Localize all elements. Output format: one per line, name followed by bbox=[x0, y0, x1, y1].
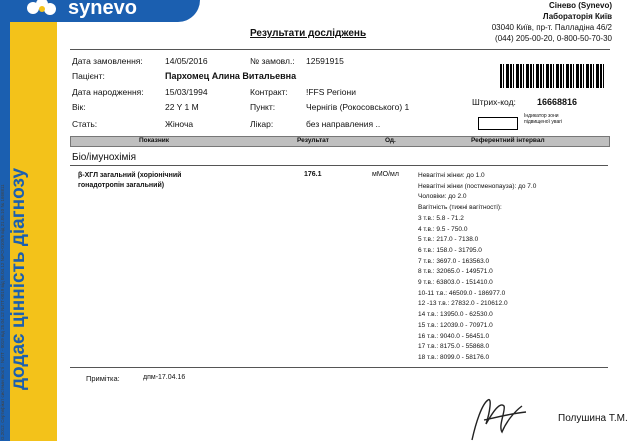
reference-line: 6 т.в.: 158.0 - 31795.0 bbox=[418, 246, 482, 254]
lab-phones: (044) 205-00-20, 0-800-50-70-30 bbox=[495, 34, 612, 43]
barcode-label: Штрих-код: bbox=[472, 97, 516, 107]
reference-line: 8 т.в.: 32065.0 - 149571.0 bbox=[418, 268, 493, 276]
reference-line: Вагітність (тижні вагітності): bbox=[418, 204, 502, 212]
results-table-header bbox=[70, 136, 610, 147]
order-date-label: Дата замовлення: bbox=[72, 56, 143, 66]
reference-line: 5 т.в.: 217.0 - 7138.0 bbox=[418, 236, 479, 244]
lab-name: Лабораторія Київ bbox=[542, 12, 612, 21]
reference-line: Невагітні жінки (постменопауза): до 7.0 bbox=[418, 182, 537, 190]
order-num: 12591915 bbox=[306, 56, 344, 66]
patient-name: Пархомец Алина Витальевна bbox=[165, 71, 297, 81]
footer-divider bbox=[70, 367, 608, 368]
age-value: 22 Y 1 M bbox=[165, 102, 199, 112]
doctor-value: без направления .. bbox=[306, 119, 381, 129]
page-title: Результати досліджень bbox=[250, 28, 367, 39]
header-divider bbox=[70, 49, 610, 50]
contract-label: Контракт: bbox=[250, 87, 288, 97]
reference-line: 12 -13 т.в.: 27832.0 - 210612.0 bbox=[418, 300, 508, 308]
reference-line: 18 т.в.: 8099.0 - 58176.0 bbox=[418, 353, 490, 361]
lab-org: Сінево (Synevo) bbox=[549, 1, 612, 10]
point-value: Чернігів (Рокосовського) 1 bbox=[306, 102, 410, 112]
lab-address: 03040 Київ, пр-т. Палладіна 46/2 bbox=[491, 23, 612, 32]
reference-line: 15 т.в.: 12039.0 - 70971.0 bbox=[418, 321, 493, 329]
sex-value: Жіноча bbox=[165, 119, 194, 129]
order-num-label: № замовл.: bbox=[250, 56, 295, 66]
brand-tagline: додає цінність діагнозу bbox=[8, 167, 29, 390]
barcode-value: 16668816 bbox=[537, 97, 578, 107]
contract-value: !FFS Регіони bbox=[306, 87, 356, 97]
signer-name: Полушина Т.М. bbox=[558, 413, 628, 424]
test-result: 176.1 bbox=[304, 171, 322, 178]
reference-line: 17 т.в.: 8175.0 - 55868.0 bbox=[418, 343, 490, 351]
sex-label: Стать: bbox=[72, 119, 98, 129]
birth-date: 15/03/1994 bbox=[165, 87, 208, 97]
col-unit: Од. bbox=[385, 137, 396, 144]
attention-indicator-text: Індикатор зони підвищеної увагі bbox=[524, 113, 563, 125]
point-label: Пункт: bbox=[250, 102, 276, 112]
signature bbox=[464, 392, 534, 441]
reference-line: 14 т.в.: 13950.0 - 62530.0 bbox=[418, 311, 493, 319]
reference-line: Невагітні жінки: до 1.0 bbox=[418, 172, 485, 179]
lab-info bbox=[492, 0, 612, 44]
reference-interval bbox=[418, 171, 536, 364]
col-reference: Референтний інтервал bbox=[471, 137, 545, 144]
col-parameter: Показник bbox=[139, 137, 169, 144]
test-name: β-ХГЛ загальний (хоріонічний гонадотропін загальний) bbox=[78, 172, 182, 189]
certificate-text: G.2012. Сертифікат системи якості : №ПТ - 0019 від 25.04.12 №ПТ-0019 від 05.04.12 №РО-0109/6 від 21.05.10 № 1666811 bbox=[0, 184, 5, 440]
doctor-label: Лікар: bbox=[250, 119, 274, 129]
reference-line: 10-11 т.в.: 46509.0 - 186977.0 bbox=[418, 289, 506, 297]
synevo-logo-icon bbox=[24, 0, 58, 18]
section-title: Біо/імунохімія bbox=[72, 152, 137, 163]
attention-indicator-box bbox=[478, 117, 518, 130]
brand-sidebar bbox=[0, 0, 57, 441]
order-date: 14/05/2016 bbox=[165, 56, 208, 66]
age-label: Вік: bbox=[72, 102, 86, 112]
reference-line: 7 т.в.: 3697.0 - 163563.0 bbox=[418, 257, 490, 265]
barcode-image bbox=[500, 64, 605, 88]
note-value: дпм-17.04.16 bbox=[143, 374, 186, 381]
test-unit: мМО/мл bbox=[372, 171, 399, 178]
birth-label: Дата народження: bbox=[72, 87, 144, 97]
reference-line: Чоловіки: до 2.0 bbox=[418, 193, 467, 201]
note-label: Примітка: bbox=[86, 374, 120, 383]
reference-line: 3 т.в.: 5.8 - 71.2 bbox=[418, 214, 464, 222]
section-divider bbox=[70, 165, 608, 166]
reference-line: 9 т.в.: 63803.0 - 151410.0 bbox=[418, 279, 493, 287]
patient-label: Пацієнт: bbox=[72, 71, 105, 81]
brand-name: synevo bbox=[68, 0, 137, 19]
col-result: Результат bbox=[297, 137, 329, 144]
reference-line: 4 т.в.: 9.5 - 750.0 bbox=[418, 225, 468, 233]
logo-band bbox=[0, 0, 200, 22]
reference-line: 16 т.в.: 9040.0 - 56451.0 bbox=[418, 332, 490, 340]
